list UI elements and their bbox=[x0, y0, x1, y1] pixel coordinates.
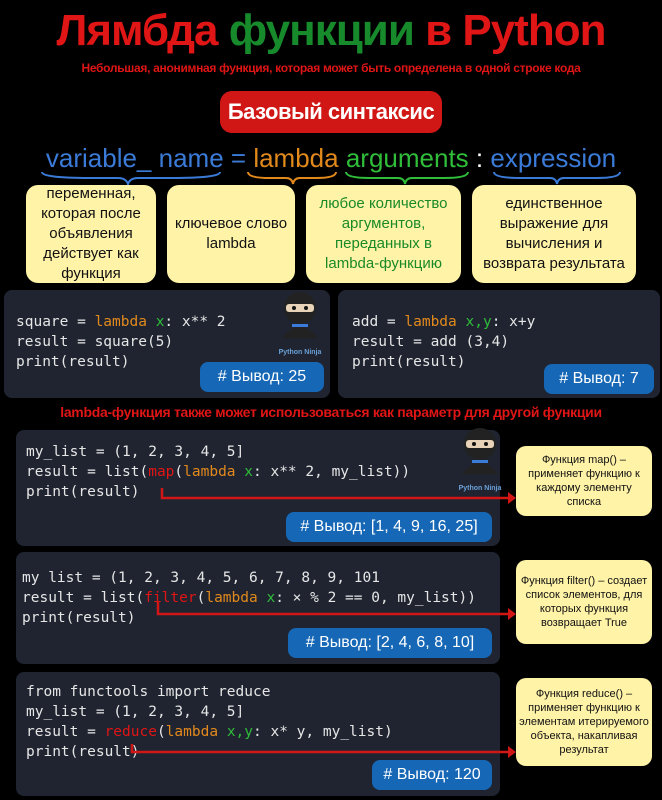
code-line bbox=[16, 352, 226, 372]
code-block bbox=[26, 682, 393, 762]
code-line bbox=[22, 588, 476, 608]
code-token: : x+y bbox=[491, 314, 536, 330]
info-reduce: Функция reduce() – применяет функцию к элементам итерируемого объекта, накапливая результат bbox=[516, 678, 652, 766]
code-token: ( bbox=[156, 724, 166, 740]
code-line bbox=[22, 568, 476, 588]
explain-lambda: ключевое слово lambda bbox=[167, 185, 295, 283]
code-token: : × % 2 == 0, my_list)) bbox=[275, 590, 476, 606]
title-part-functions: функции bbox=[228, 6, 414, 55]
section-title: lambda-функция также может использоваться как параметр для другой функции bbox=[60, 404, 602, 420]
code-token: print(result) bbox=[16, 354, 130, 370]
code-token: result = list( bbox=[26, 464, 149, 480]
ninja-mascot-icon bbox=[452, 422, 508, 492]
explain-expression: единственное выражение для вычисления и возврата результата bbox=[472, 185, 636, 283]
code-line bbox=[16, 312, 226, 332]
code-token: : x** 2, my_list)) bbox=[253, 464, 411, 480]
code-line bbox=[26, 682, 393, 702]
subtitle: Небольшая, анонимная функция, которая может быть определена в одной строке кода bbox=[81, 61, 581, 75]
code-token: result = add (3,4) bbox=[352, 334, 510, 350]
code-token: reduce bbox=[104, 724, 157, 740]
output-badge: # Вывод: [2, 4, 6, 8, 10] bbox=[288, 628, 492, 658]
code-token: x bbox=[244, 464, 253, 480]
code-token: filter bbox=[144, 590, 197, 606]
output-badge: # Вывод: 7 bbox=[544, 364, 654, 394]
code-panel-map bbox=[16, 430, 500, 546]
code-line bbox=[352, 312, 535, 332]
code-line bbox=[26, 442, 410, 462]
code-token: x bbox=[155, 314, 165, 330]
code-token: : x** 2 bbox=[164, 314, 226, 330]
code-line bbox=[22, 608, 476, 628]
code-token: result = bbox=[26, 724, 105, 740]
explain-variable: переменная, которая после объявления действует как функция bbox=[26, 185, 156, 283]
code-token: x bbox=[266, 590, 276, 606]
syntax-variable: variable_ name bbox=[45, 143, 224, 173]
syntax-colon: : bbox=[475, 143, 484, 173]
code-token: : x* y, my_list) bbox=[253, 724, 393, 740]
code-line bbox=[26, 482, 410, 502]
info-map: Функция map() – применяет функцию к каждому элементу списка bbox=[516, 446, 652, 516]
syntax-heading-badge: Базовый синтаксис bbox=[220, 91, 442, 133]
brace-arguments-icon bbox=[346, 172, 468, 184]
code-token: lambda bbox=[165, 724, 227, 740]
code-block bbox=[22, 568, 476, 628]
code-token: ( bbox=[174, 464, 184, 480]
code-token: my_list = (1, 2, 3, 4, 5] bbox=[26, 704, 245, 720]
code-block bbox=[16, 312, 226, 372]
code-panel-reduce bbox=[16, 672, 500, 796]
brace-variable-icon bbox=[42, 172, 220, 184]
code-token: result = list( bbox=[22, 590, 145, 606]
title-part-lambda: Лямбда bbox=[56, 6, 218, 55]
code-block bbox=[352, 312, 535, 372]
code-panel-filter bbox=[16, 552, 500, 664]
title-part-python: в Python bbox=[425, 6, 606, 55]
output-badge: # Вывод: [1, 4, 9, 16, 25] bbox=[286, 512, 492, 542]
output-badge: # Вывод: 120 bbox=[372, 760, 492, 790]
info-filter: Функция filter() – создает список элементов, для которых функция возвращает True bbox=[516, 560, 652, 644]
code-line bbox=[16, 332, 226, 352]
code-line bbox=[26, 702, 393, 722]
syntax-equals: = bbox=[230, 143, 247, 173]
code-token: add = bbox=[352, 314, 405, 330]
code-token: ( bbox=[196, 590, 206, 606]
ninja-label: Python Ninja bbox=[278, 349, 322, 356]
code-line bbox=[352, 332, 535, 352]
code-token: print(result) bbox=[352, 354, 466, 370]
code-token: from functools import reduce bbox=[26, 684, 271, 700]
code-token: lambda bbox=[404, 314, 466, 330]
code-line bbox=[26, 742, 393, 762]
ninja-label: Python Ninja bbox=[458, 485, 502, 492]
brace-lambda-icon bbox=[248, 172, 336, 184]
syntax-expression: expression bbox=[490, 143, 617, 173]
code-line bbox=[26, 462, 410, 482]
code-token: lambda bbox=[94, 314, 156, 330]
explain-arguments: любое количество аргументов, переданных в lambda-функцию bbox=[306, 185, 461, 283]
syntax-lambda: lambda bbox=[253, 143, 339, 173]
brace-expression-icon bbox=[494, 172, 620, 184]
code-token: print(result) bbox=[26, 484, 140, 500]
code-token: my_list = (1, 2, 3, 4, 5] bbox=[26, 444, 245, 460]
code-line bbox=[26, 722, 393, 742]
syntax-arguments: arguments bbox=[345, 143, 469, 173]
code-token: print(result) bbox=[22, 610, 136, 626]
code-token: lambda bbox=[183, 464, 245, 480]
ninja-mascot-icon bbox=[272, 286, 328, 356]
page-title bbox=[0, 6, 662, 56]
code-token: x,y bbox=[465, 314, 492, 330]
code-token: x,y bbox=[226, 724, 254, 740]
code-token: square = bbox=[16, 314, 95, 330]
code-token: print(result) bbox=[26, 744, 140, 760]
code-line bbox=[352, 352, 535, 372]
code-panel-add bbox=[338, 290, 660, 398]
code-token: my list = (1, 2, 3, 4, 5, 6, 7, 8, 9, 101 bbox=[22, 570, 380, 586]
code-token: lambda bbox=[205, 590, 267, 606]
code-token: map bbox=[148, 464, 175, 480]
code-block bbox=[26, 442, 410, 502]
output-badge: # Вывод: 25 bbox=[200, 362, 324, 392]
code-token: result = square(5) bbox=[16, 334, 174, 350]
